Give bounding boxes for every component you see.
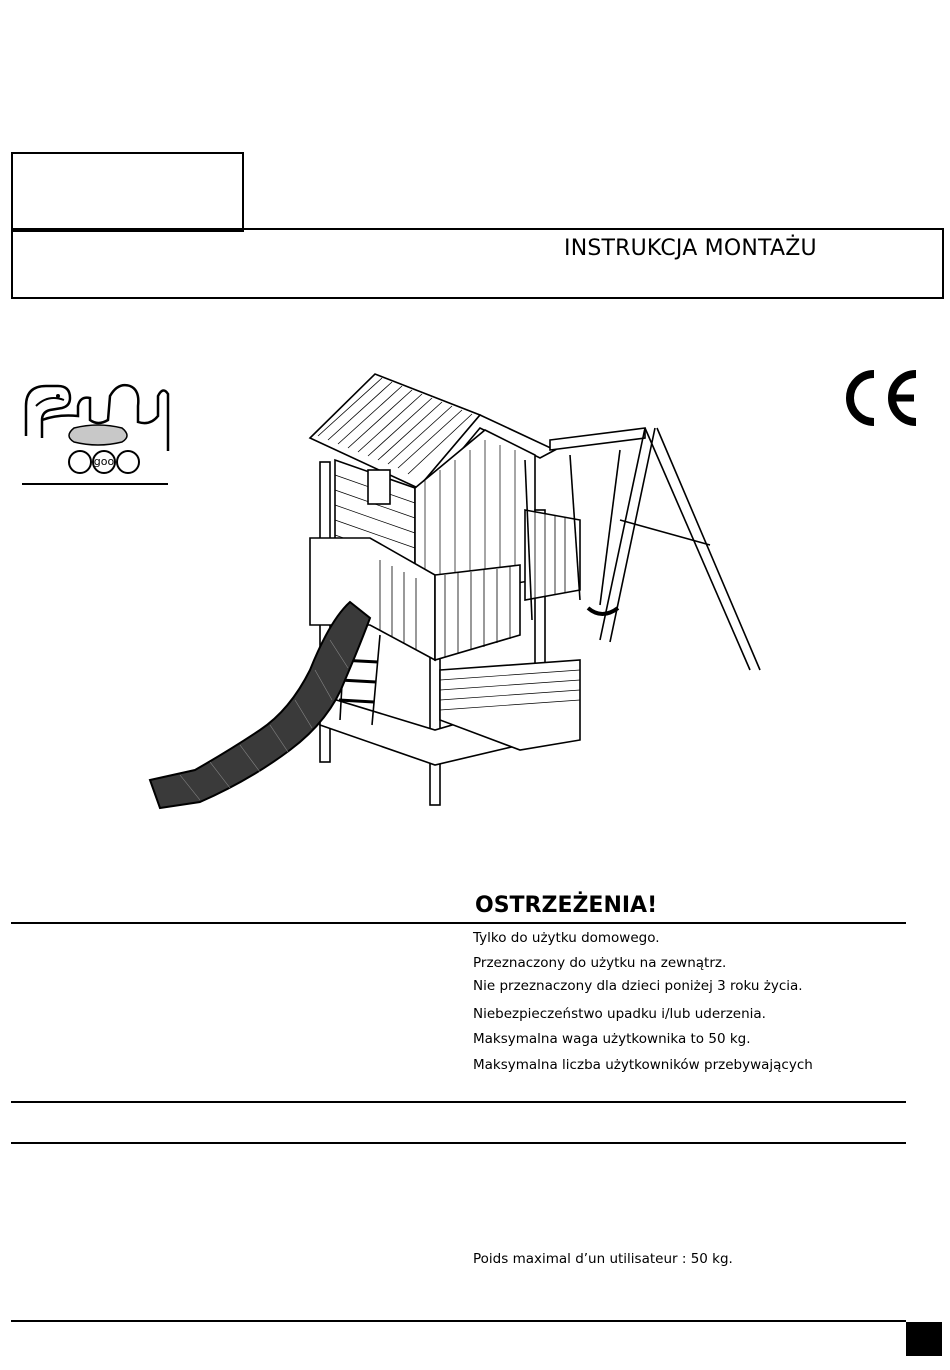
ce-mark-icon — [840, 368, 920, 428]
warnings-heading: OSTRZEŻENIA! — [475, 893, 658, 918]
list-item: Nie przeznaczony dla dzieci poniżej 3 roku życia. — [473, 978, 803, 994]
page-title: INSTRUKCJA MONTAŻU — [564, 236, 817, 261]
header-empty-box — [11, 152, 244, 232]
playground-illustration-icon — [140, 370, 810, 815]
list-item: Przeznaczony do użytku na zewnątrz. — [473, 955, 727, 971]
divider-bottom — [11, 1320, 906, 1322]
svg-text:goo: goo — [93, 455, 115, 468]
header-title-box — [11, 228, 944, 299]
divider-top — [11, 922, 906, 924]
list-item: Niebezpieczeństwo upadku i/lub uderzenia. — [473, 1006, 766, 1022]
list-item: Tylko do użytku domowego. — [473, 930, 660, 946]
divider-middle — [11, 1101, 906, 1103]
list-item: Maksymalna waga użytkownika to 50 kg. — [473, 1031, 751, 1047]
list-item: Maksymalna liczba użytkowników przebywających — [473, 1057, 813, 1073]
french-max-weight: Poids maximal d’un utilisateur : 50 kg. — [473, 1251, 733, 1267]
divider-lower — [11, 1142, 906, 1144]
page-marker-block — [906, 1322, 942, 1356]
